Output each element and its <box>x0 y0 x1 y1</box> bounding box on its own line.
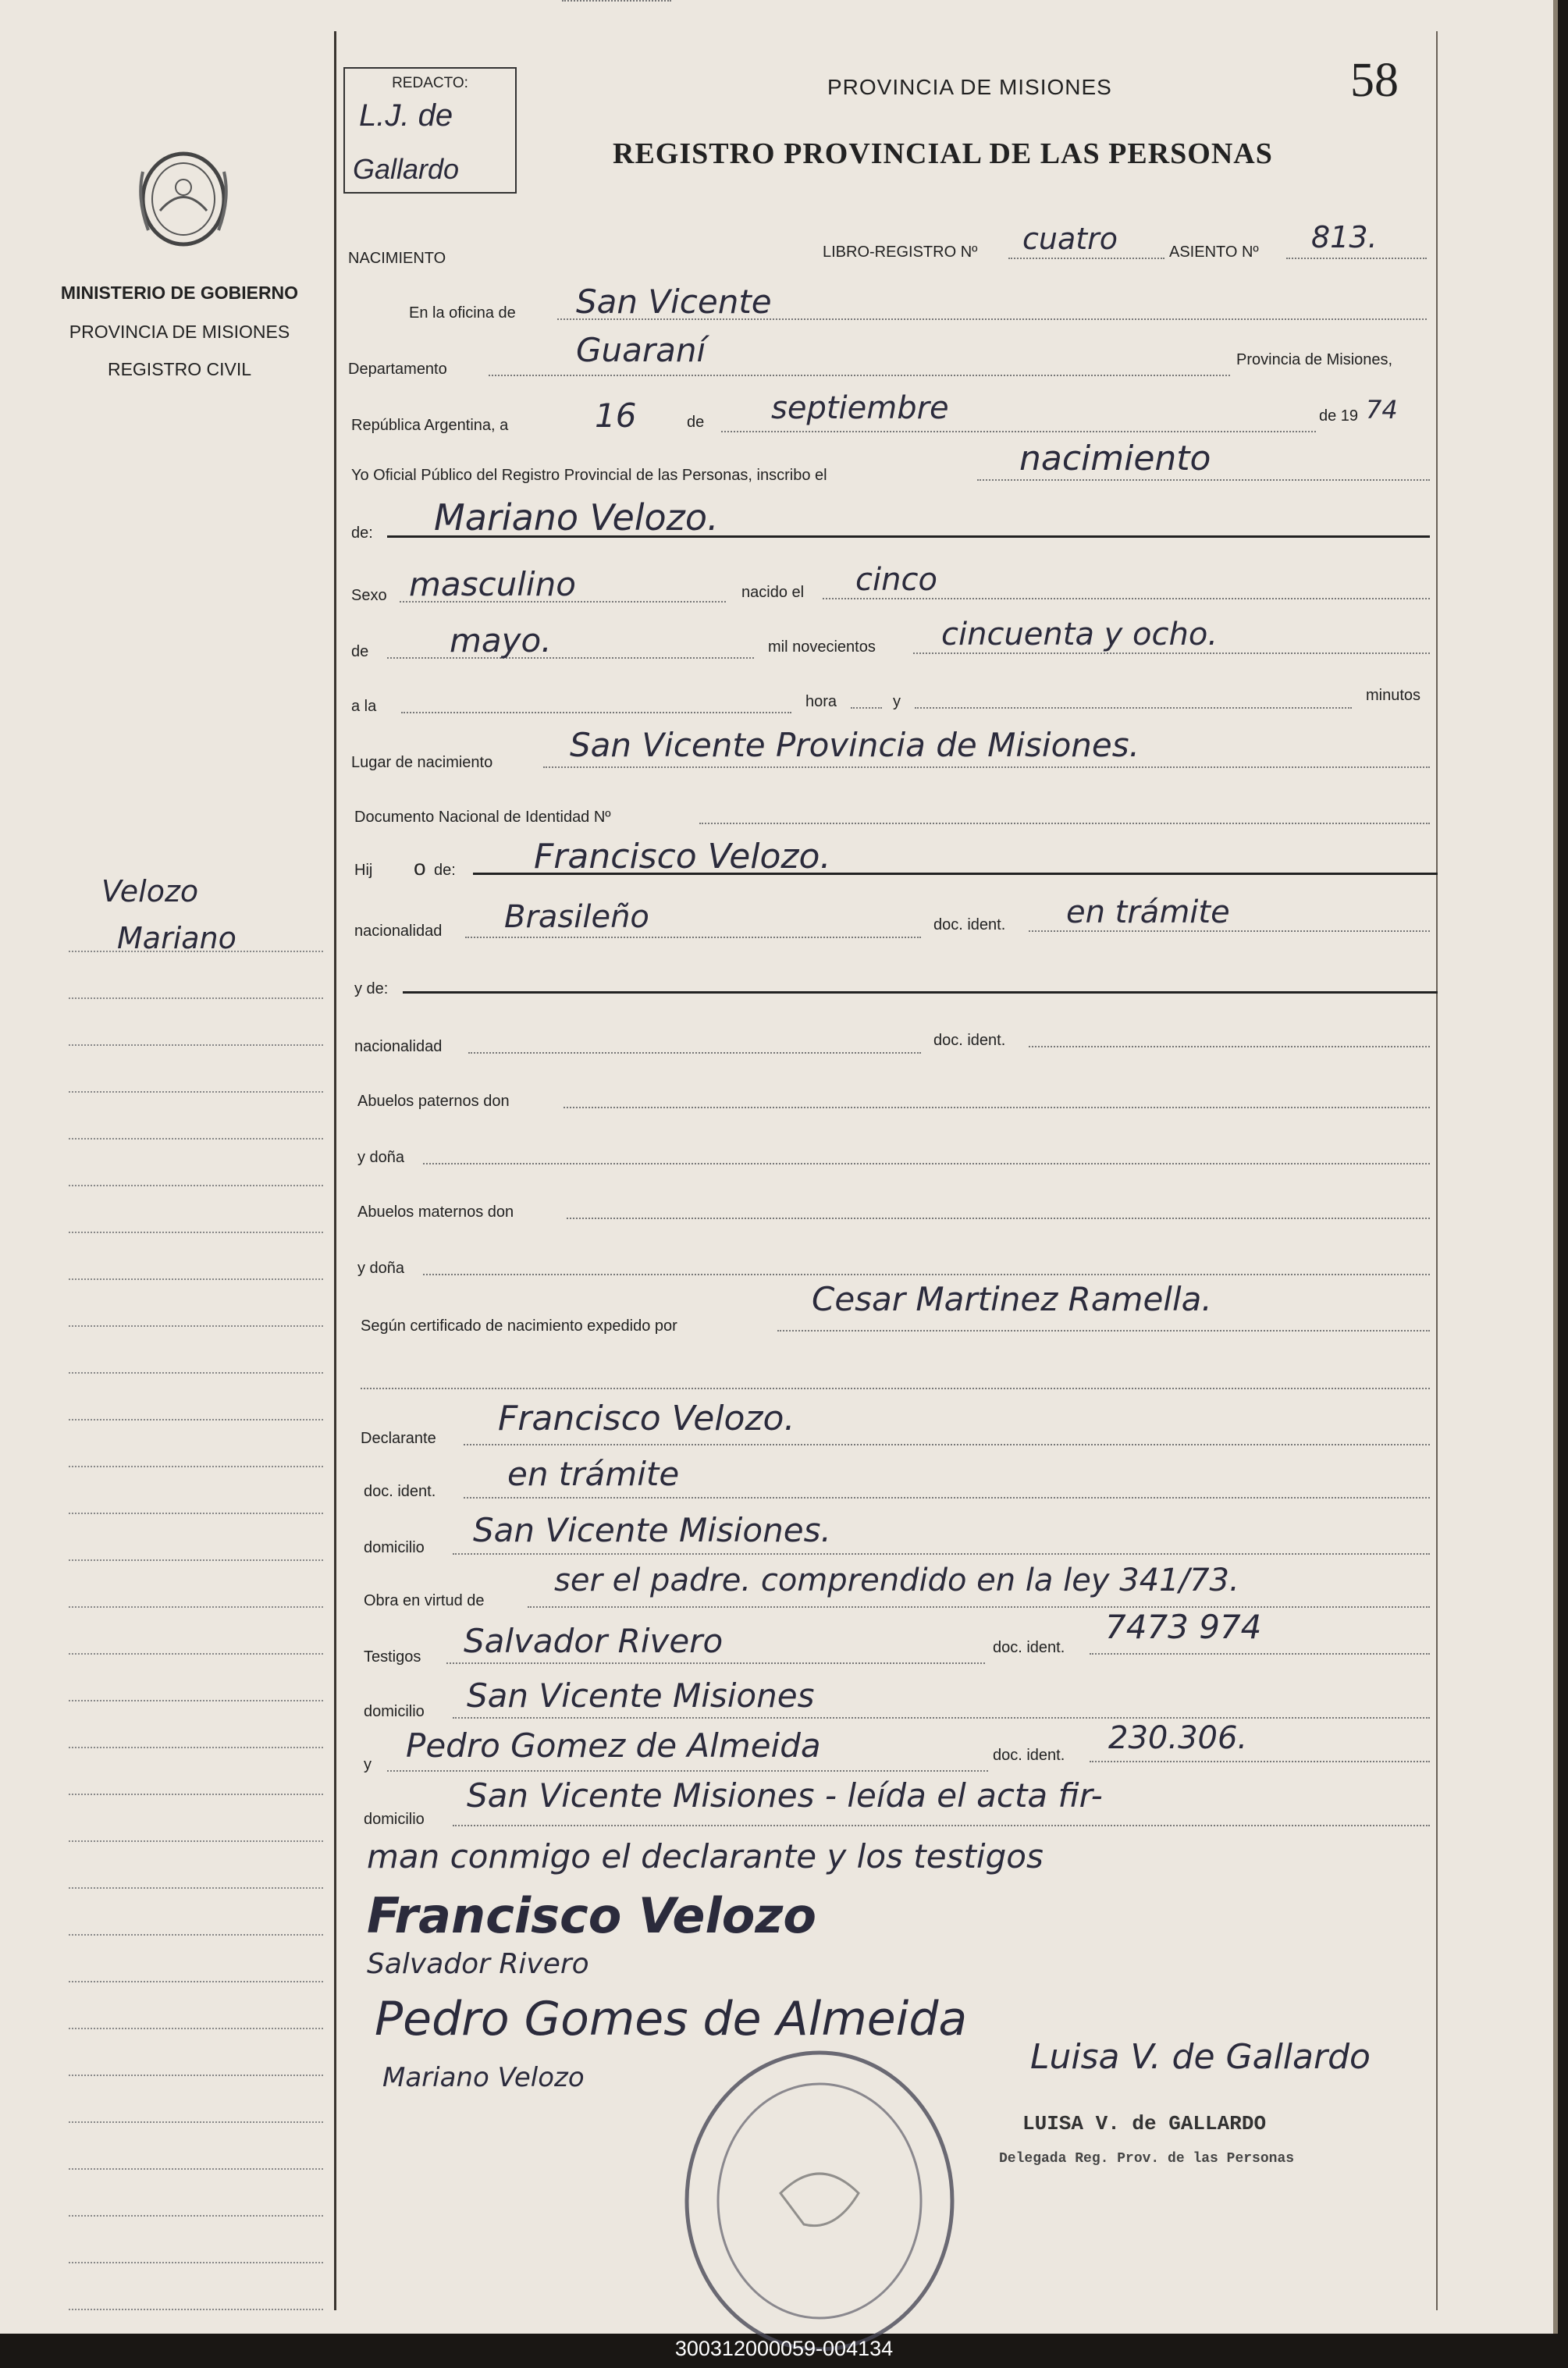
asiento-label: ASIENTO Nº <box>1169 244 1259 261</box>
margin-divider <box>334 31 336 2310</box>
hora-line <box>401 712 791 713</box>
testigo1-value: Salvador Rivero <box>464 1622 724 1660</box>
provincial-seal-icon <box>129 140 238 250</box>
hijo-suffix: o <box>414 855 426 880</box>
y-dona1-line <box>423 1163 1430 1164</box>
obra-label: Obra en virtud de <box>364 1592 485 1609</box>
declarante-line <box>464 1444 1430 1445</box>
departamento-value: Guaraní <box>576 331 706 369</box>
ab-pat-label: Abuelos paternos don <box>357 1093 510 1110</box>
y-label: y <box>893 693 901 710</box>
testigo1-line <box>446 1662 985 1664</box>
year-value: 74 <box>1366 395 1398 425</box>
mother-line <box>403 991 1438 994</box>
lugar-line <box>543 766 1430 768</box>
registry-label: REGISTRO CIVIL <box>107 359 252 379</box>
domicilio2-line <box>453 1717 1430 1719</box>
page-number: 58 <box>1350 54 1399 107</box>
republica-label: República Argentina, a <box>351 417 509 434</box>
nacido-line <box>823 598 1430 599</box>
domicilio1-line <box>453 1553 1430 1555</box>
inscribo-line <box>977 479 1430 481</box>
name-value: Mariano Velozo. <box>434 496 719 539</box>
domicilio2-label: domicilio <box>364 1703 425 1720</box>
domicilio3-label: domicilio <box>364 1811 425 1828</box>
testigo2-doc-value: 230.306. <box>1108 1720 1248 1756</box>
minutos-line <box>915 707 1352 709</box>
doc1-value: en trámite <box>1066 894 1230 930</box>
signature-official: Luisa V. de Gallardo <box>1030 2037 1371 2077</box>
asiento-value: 813. <box>1311 220 1378 254</box>
redacto-box <box>343 67 517 194</box>
provincia-suffix: Provincia de Misiones, <box>1236 351 1393 368</box>
nac2-label: nacionalidad <box>354 1038 443 1055</box>
header-province: PROVINCIA DE MISIONES <box>827 75 1112 99</box>
official-name: LUISA V. de GALLARDO <box>1022 2112 1267 2135</box>
lugar-value: San Vicente Provincia de Misiones. <box>570 726 1140 764</box>
testigo1-doc-label: doc. ident. <box>993 1639 1065 1656</box>
nac1-label: nacionalidad <box>354 923 443 940</box>
month-line <box>721 431 1316 432</box>
nac1-value: Brasileño <box>504 899 649 935</box>
doc-ident-value: en trámite <box>507 1455 680 1493</box>
signature-testigo1: Salvador Rivero <box>367 1948 589 1980</box>
cert-line2 <box>361 1388 1430 1389</box>
departamento-line <box>489 375 1230 376</box>
obra-line <box>528 1606 1430 1608</box>
a-la-label: a la <box>351 698 377 715</box>
mil-label: mil novecientos <box>768 638 876 656</box>
ab-mat-label: Abuelos maternos don <box>357 1204 514 1221</box>
official-role: Delegada Reg. Prov. de las Personas <box>999 2151 1295 2167</box>
page-title: REGISTRO PROVINCIAL DE LAS PERSONAS <box>613 137 1273 170</box>
inscribo-value: nacimiento <box>1019 439 1211 478</box>
departamento-label: Departamento <box>348 361 447 378</box>
hora-label: hora <box>805 693 837 710</box>
lugar-label: Lugar de nacimiento <box>351 754 493 771</box>
month2-value: mayo. <box>450 621 552 660</box>
y2-label: y <box>364 1756 372 1773</box>
nac2-line <box>468 1052 921 1054</box>
de-name-label: de: <box>351 524 373 542</box>
nacido-value: cinco <box>855 562 937 598</box>
oficina-value: San Vicente <box>576 283 772 321</box>
y-de-label: y de: <box>354 980 389 997</box>
ministry-label: MINISTERIO DE GOBIERNO <box>60 283 299 303</box>
continuation-value: man conmigo el declarante y los testigos <box>367 1837 1044 1876</box>
father-value: Francisco Velozo. <box>534 837 831 876</box>
doc-ident-label: doc. ident. <box>364 1483 436 1500</box>
libro-value: cuatro <box>1022 222 1118 256</box>
obra-value: ser el padre. comprendido en la ley 341/73. <box>554 1563 1239 1598</box>
hora-line2 <box>851 707 882 709</box>
testigo2-doc-label: doc. ident. <box>993 1747 1065 1764</box>
doc-ident-line <box>464 1497 1430 1499</box>
nac1-line <box>465 937 921 938</box>
testigo2-doc-line <box>1090 1761 1430 1762</box>
testigo1-doc-line <box>1090 1653 1430 1655</box>
cert-label: Según certificado de nacimiento expedido por <box>361 1317 677 1335</box>
sexo-label: Sexo <box>351 587 387 604</box>
margin-surname: Velozo <box>101 874 199 908</box>
domicilio1-label: domicilio <box>364 1539 425 1556</box>
declarante-value: Francisco Velozo. <box>498 1399 795 1438</box>
signature-declarante: Francisco Velozo <box>367 1887 816 1944</box>
year-words-line <box>913 652 1430 654</box>
cert-line <box>777 1330 1430 1332</box>
margin-ruled-lines <box>69 905 323 2310</box>
de-label: de <box>687 414 705 431</box>
dni-line <box>699 823 1430 824</box>
oficina-label: En la oficina de <box>409 304 516 322</box>
ab-pat-line <box>564 1107 1430 1108</box>
doc1-label: doc. ident. <box>933 916 1006 933</box>
testigos-label: Testigos <box>364 1648 421 1666</box>
libro-label: LIBRO-REGISTRO Nº <box>823 244 978 261</box>
de2-label: de <box>351 643 369 660</box>
day-value: 16 <box>595 396 637 435</box>
dni-label: Documento Nacional de Identidad Nº <box>354 809 611 826</box>
declarante-label: Declarante <box>361 1430 436 1447</box>
hijo-de: de: <box>434 862 456 879</box>
doc1-line <box>1029 930 1430 932</box>
cert-value: Cesar Martinez Ramella. <box>812 1280 1212 1318</box>
nacido-label: nacido el <box>741 584 805 601</box>
doc2-line <box>1029 1046 1430 1047</box>
redacto-line1: L.J. de <box>359 98 453 133</box>
domicilio1-value: San Vicente Misiones. <box>473 1511 831 1549</box>
month2-line <box>387 657 754 659</box>
signature-testigo2: Pedro Gomes de Almeida <box>375 1992 968 2046</box>
domicilio3-line <box>453 1825 1430 1826</box>
minutos-label: minutos <box>1366 687 1421 704</box>
hijo-label: Hij <box>354 862 373 879</box>
asiento-line <box>1286 258 1427 259</box>
y-dona2-line <box>423 1274 1430 1275</box>
testigo1-doc-value: 7473 974 <box>1105 1608 1262 1646</box>
redacto-line2: Gallardo <box>353 153 460 185</box>
y-dona2-label: y doña <box>357 1260 405 1277</box>
right-rule <box>1436 31 1438 2310</box>
sexo-value: masculino <box>409 565 576 603</box>
testigo2-value: Pedro Gomez de Almeida <box>406 1726 821 1765</box>
domicilio2-value: San Vicente Misiones <box>467 1676 815 1715</box>
record-type: NACIMIENTO <box>348 250 446 267</box>
month-value: septiembre <box>771 390 949 426</box>
ab-mat-line <box>567 1218 1430 1219</box>
domicilio3-value: San Vicente Misiones - leída el acta fir- <box>467 1776 1103 1815</box>
year-prefix: de 19 <box>1319 407 1359 425</box>
footer-id: 300312000059-004134 <box>674 2337 894 2360</box>
y-dona1-label: y doña <box>357 1149 405 1166</box>
year-words-value: cincuenta y ocho. <box>941 617 1218 652</box>
margin-given-name: Mariano <box>117 921 236 955</box>
doc2-label: doc. ident. <box>933 1032 1006 1049</box>
signature-mariano: Mariano Velozo <box>382 2062 585 2093</box>
testigo2-line <box>387 1770 988 1772</box>
oficial-text: Yo Oficial Público del Registro Provincial de las Personas, inscribo el <box>351 467 827 484</box>
registry-oval-stamp-icon <box>679 2045 960 2357</box>
province-label: PROVINCIA DE MISIONES <box>69 322 290 342</box>
redacto-label: REDACTO: <box>392 75 468 91</box>
libro-line <box>1008 258 1164 259</box>
day-line <box>562 0 671 2</box>
